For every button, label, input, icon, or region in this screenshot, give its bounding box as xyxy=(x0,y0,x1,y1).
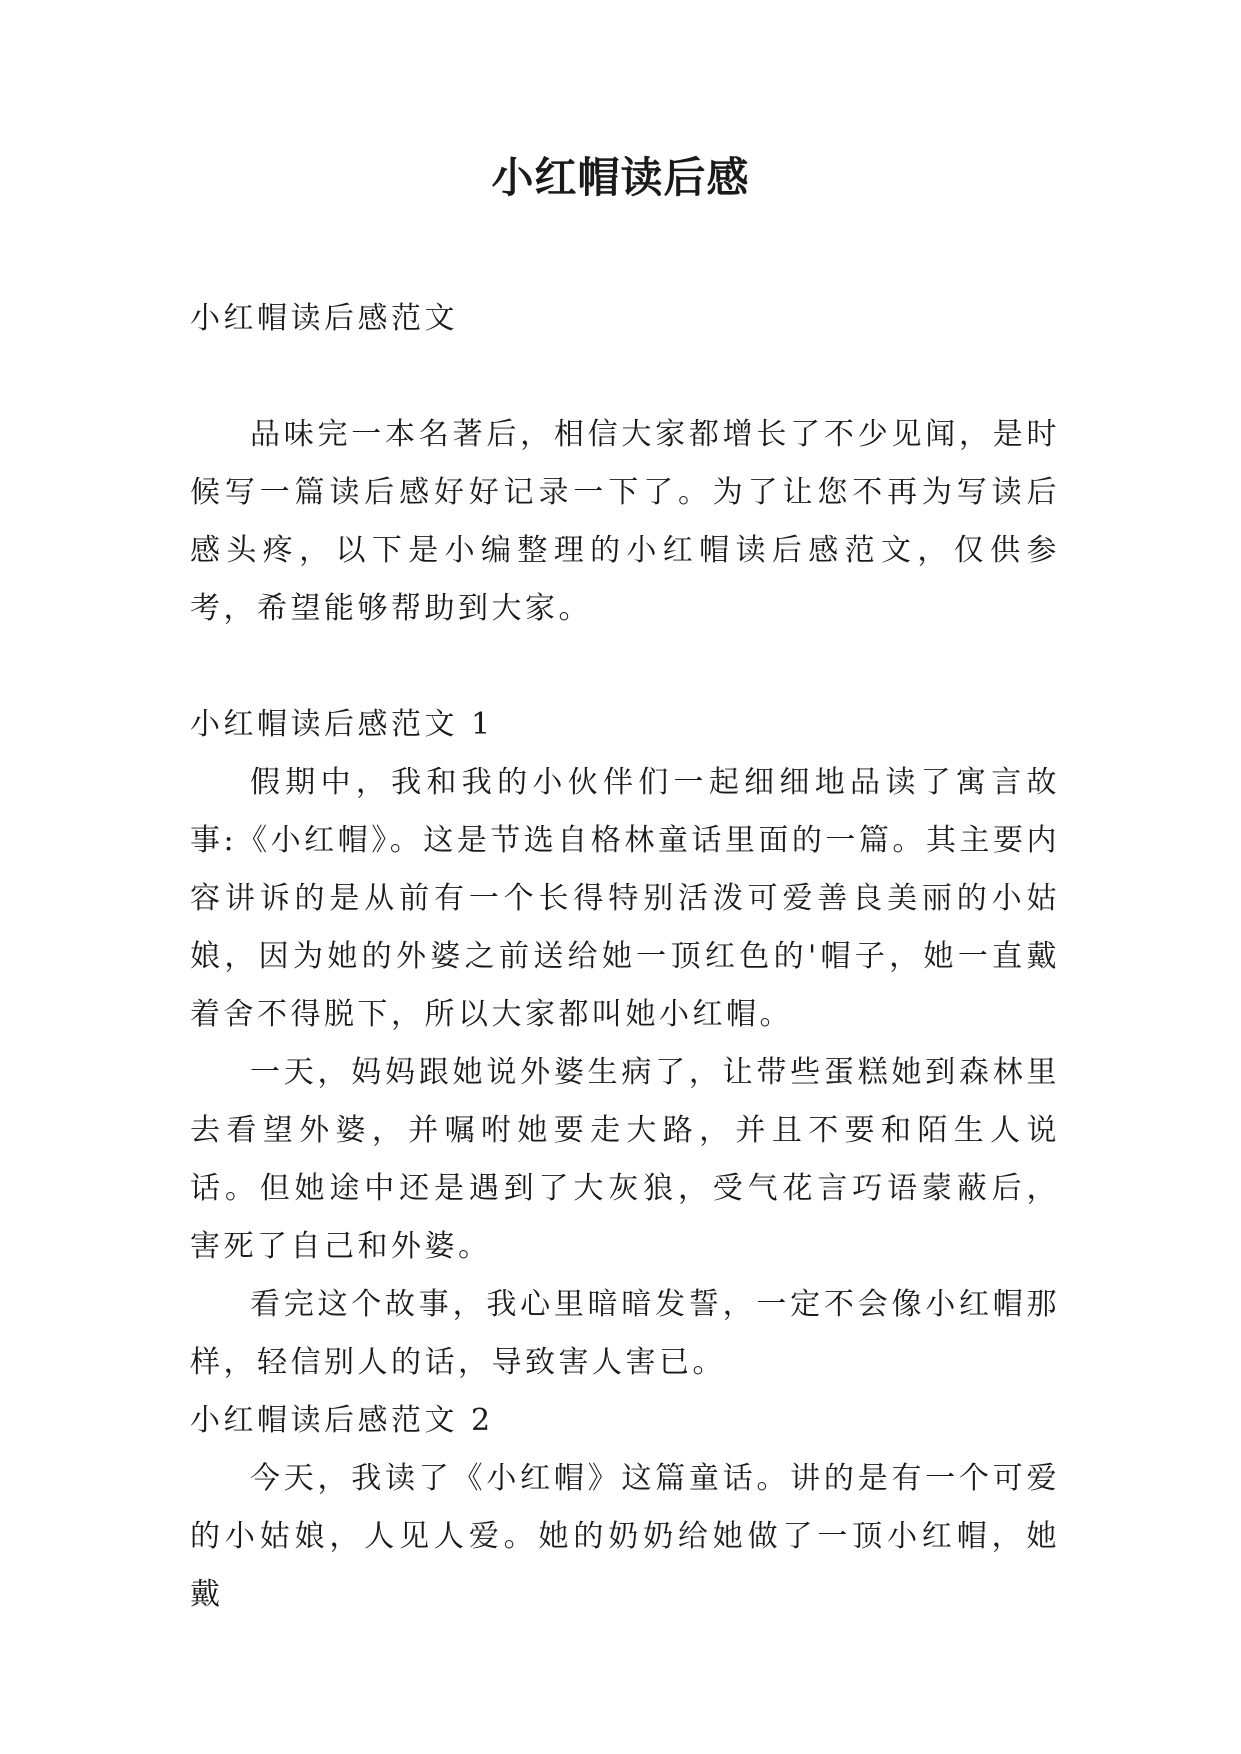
section-1-paragraph-2: 一天，妈妈跟她说外婆生病了，让带些蛋糕她到森林里去看望外婆，并嘱咐她要走大路，并且不要和陌生人说话。但她途中还是遇到了大灰狼，受气花言巧语蒙蔽后，害死了自己和外婆。 xyxy=(190,1055,1060,1264)
document-subtitle: 小红帽读后感范文 xyxy=(190,301,458,336)
section-heading-2: 小红帽读后感范文 2 xyxy=(190,1403,494,1438)
spacer xyxy=(190,638,1060,696)
document-title: 小红帽读后感 xyxy=(491,153,750,202)
document-body xyxy=(190,290,1060,1624)
intro-paragraph: 品味完一本名著后，相信大家都增长了不少见闻，是时候写一篇读后感好好记录一下了。为了让您不再为写读后感头疼，以下是小编整理的小红帽读后感范文，仅供参考，希望能够帮助到大家。 xyxy=(190,417,1060,626)
section-1-paragraph-1: 假期中，我和我的小伙伴们一起细细地品读了寓言故事:《小红帽》。这是节选自格林童话里面的一篇。其主要内容讲诉的是从前有一个长得特别活泼可爱善良美丽的小姑娘，因为她的外婆之前送给她一顶红色的'帽子，她一直戴着舍不得脱下，所以大家都叫她小红帽。 xyxy=(190,765,1060,1032)
section-1-paragraph-3: 看完这个故事，我心里暗暗发誓，一定不会像小红帽那样，轻信别人的话，导致害人害已。 xyxy=(190,1287,1060,1380)
section-heading-1: 小红帽读后感范文 1 xyxy=(190,707,494,742)
section-2-paragraph-1: 今天，我读了《小红帽》这篇童话。讲的是有一个可爱的小姑娘，人见人爱。她的奶奶给她做了一顶小红帽，她戴 xyxy=(190,1461,1060,1612)
